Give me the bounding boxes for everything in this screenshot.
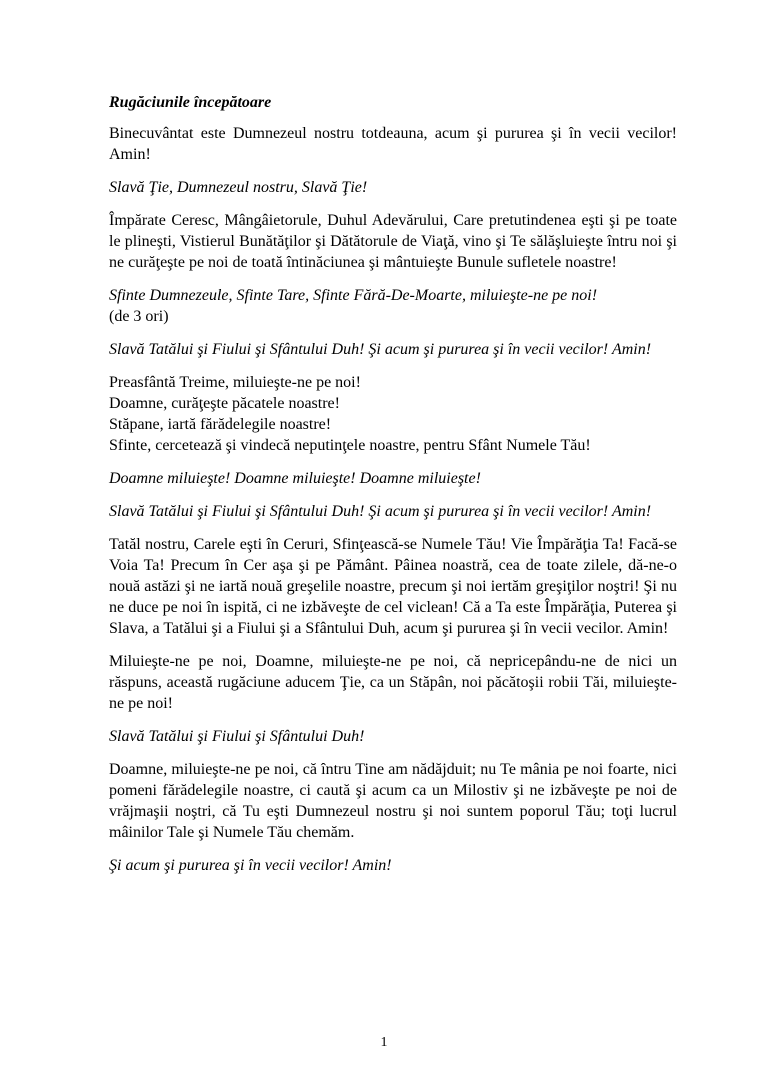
paragraph-10 [109,651,677,714]
paragraph-2 [109,177,677,198]
paragraph-2-text: Slavă Ţie, Dumnezeul nostru, Slavă Ţie! [109,179,368,196]
paragraph-11-text: Slavă Tatălui şi Fiului şi Sfântului Duh! [109,728,365,745]
paragraph-13-text: Şi acum şi pururea şi în vecii vecilor! Amin! [109,857,392,874]
paragraph-3 [109,210,677,273]
paragraph-9-text: Tatăl nostru, Carele eşti în Ceruri, Sfinţească-se Numele Tău! Vie Împărăţia Ta! Facă-se Voia Ta! Precum în Cer aşa şi pe Pământ. Pâinea noastră, cea de toate zilele, dă-ne-o nouă astăzi şi ne iartă nouă greşelile noastre, precum şi noi iertăm greşiţilor noştri! Şi nu ne duce pe noi în ispită, ci ne izbăveşte de cel viclean! Că a Ta este Împărăţia, Puterea şi Slava, a Tatălui şi a Fiului şi a Sfântului Duh, acum şi pururea şi în vecii vecilor. Amin! [109,536,677,637]
paragraph-6-line-2: Doamne, curăţeşte păcatele noastre! [109,395,340,412]
document-page [109,84,677,888]
paragraph-4-suffix: (de 3 ori) [109,308,169,325]
paragraph-7-text: Doamne miluieşte! Doamne miluieşte! Doamne miluieşte! [109,470,481,487]
paragraph-7 [109,468,677,489]
paragraph-9 [109,534,677,639]
paragraph-1 [109,123,677,165]
paragraph-3-text: Împărate Ceresc, Mângâietorule, Duhul Adevărului, Care pretutindenea eşti şi pe toate le plineşti, Vistierul Bunătăţilor şi Dătătorule de Viaţă, vino şi Te sălăşluieşte întru noi şi ne curăţeşte pe noi de toată întinăciunea şi mântuieşte Bunule sufletele noastre! [109,212,677,271]
paragraph-4-text: Sfinte Dumnezeule, Sfinte Tare, Sfinte Fără-De-Moarte, miluieşte-ne pe noi! [109,287,598,304]
paragraph-5 [109,339,677,360]
paragraph-6-line-3: Stăpane, iartă fărădelegile noastre! [109,416,332,433]
paragraph-10-text: Miluieşte-ne pe noi, Doamne, miluieşte-ne pe noi, că nepricepându-ne de nici un răspuns, această rugăciune aducem Ţie, ca un Stăpân, noi păcătoşii robii Tăi, miluieşte-ne pe noi! [109,653,677,712]
paragraph-8 [109,501,677,522]
paragraph-6-line-1: Preasfântă Treime, miluieşte-ne pe noi! [109,374,361,391]
paragraph-4 [109,285,677,327]
paragraph-8-text: Slavă Tatălui şi Fiului şi Sfântului Duh! Şi acum şi pururea şi în vecii vecilor! Amin! [109,503,652,520]
paragraph-13 [109,855,677,876]
page-number: 1 [380,1035,388,1050]
paragraph-6 [109,372,677,456]
paragraph-11 [109,726,677,747]
paragraph-1-text: Binecuvântat este Dumnezeul nostru totdeauna, acum şi pururea şi în vecii vecilor! Amin! [109,125,677,163]
paragraph-12-text: Doamne, miluieşte-ne pe noi, că întru Tine am nădăjduit; nu Te mânia pe noi foarte, nici pomeni fărădelegile noastre, ci caută şi acum ca un Milostiv şi ne izbăveşte pe noi de vrăjmaşii noştri, că Tu eşti Dumnezeul nostru şi noi suntem poporul Tău; toţi lucrul mâinilor Tale şi Numele Tău chemăm. [109,761,677,841]
paragraph-12 [109,759,677,843]
document-title: Rugăciunile începătoare [109,94,272,111]
paragraph-6-line-4: Sfinte, cercetează şi vindecă neputinţele noastre, pentru Sfânt Numele Tău! [109,437,591,454]
paragraph-5-text: Slavă Tatălui şi Fiului şi Sfântului Duh! Şi acum şi pururea şi în vecii vecilor! Amin! [109,341,652,358]
